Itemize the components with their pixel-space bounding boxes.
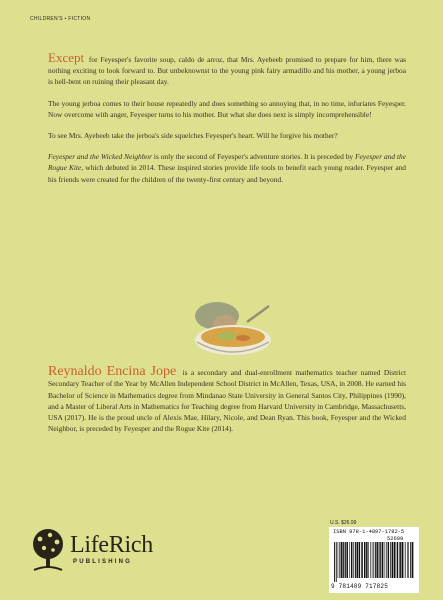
blurb-section [48, 52, 406, 195]
soup-bowl-icon [187, 296, 277, 362]
category-label: CHILDREN'S • FICTION [30, 16, 91, 22]
price-addon-code: 52699 [387, 536, 404, 542]
blurb-paragraph-1 [48, 52, 406, 88]
barcode-icon [332, 542, 416, 582]
publisher-name: LifeRich [70, 532, 153, 558]
publisher-logo [28, 528, 188, 574]
barcode-block [329, 527, 419, 593]
blurb-paragraph-4 [48, 151, 406, 185]
author-bio [48, 366, 406, 435]
blurb-dropcap: Except [48, 50, 85, 65]
price-label: U.S. $26.99 [330, 520, 357, 526]
blurb-p1-text: for Feyesper's favorite soup, caldo de arroz, that Mrs. Ayebeeb promised to prepare for him, there was nothing exciting to look forward to. But unbeknownst to the young pink fairy armadillo and his mother, a young jerboa is hell-bent on ruining their pleasant day. [48, 55, 406, 87]
blurb-p4-rest: which debuted in 2014. These inspired stories provide life tools to benefit each young reader. Feyesper and his friends were created for the children of the twenty-first century and beyond. [48, 163, 406, 184]
isbn-text: ISBN 978-1-4897-1782-5 [333, 529, 405, 535]
ean-digits: 9 781489 717825 [331, 583, 389, 590]
publisher-subtitle: PUBLISHING [73, 559, 133, 565]
blurb-paragraph-2: The young jerboa comes to their house repeatedly and does something so annoying that, in no time, infuriates Feyesper. Now overcome with anger, Feyesper turns to his mother. But what she does next is simply incomprehensible! [48, 98, 406, 119]
book-title: Feyesper and the Wicked Neighbor [48, 152, 153, 162]
blurb-paragraph-3: To see Mrs. Ayebeeb take the jerboa's side squelches Feyesper's heart. Will he forgive his mother? [48, 131, 338, 141]
author-name: Reynaldo Encina Jope [48, 364, 177, 379]
tree-logo-icon [28, 528, 70, 574]
prior-book-title: Feyesper and the Rogue Kite, [48, 152, 406, 173]
blurb-p4-mid: is only the second of Feyesper's adventure stories. It is preceded by [153, 152, 354, 162]
author-bio-text: is a secondary and dual-enrollment mathematics teacher named District Secondary Teacher of the Year by McAllen Independent School District in McAllen, Texas, USA, in 2008. He earned his Bachelor of Science in Mathematics degree from Mindanao State University in General Santos City, Philippines (1990), and a Master of Liberal Arts in Mathematics for Teaching degree from Harvard University in Cambridge, Massachusetts, USA (2017). He is the proud uncle of Alexis Mae, Hilary, Nicole, and Dean Ryan. This book, Feyesper and the Wicked Neighbor, is preceded by Feyesper and the Rogue Kite (2014). [48, 368, 406, 434]
